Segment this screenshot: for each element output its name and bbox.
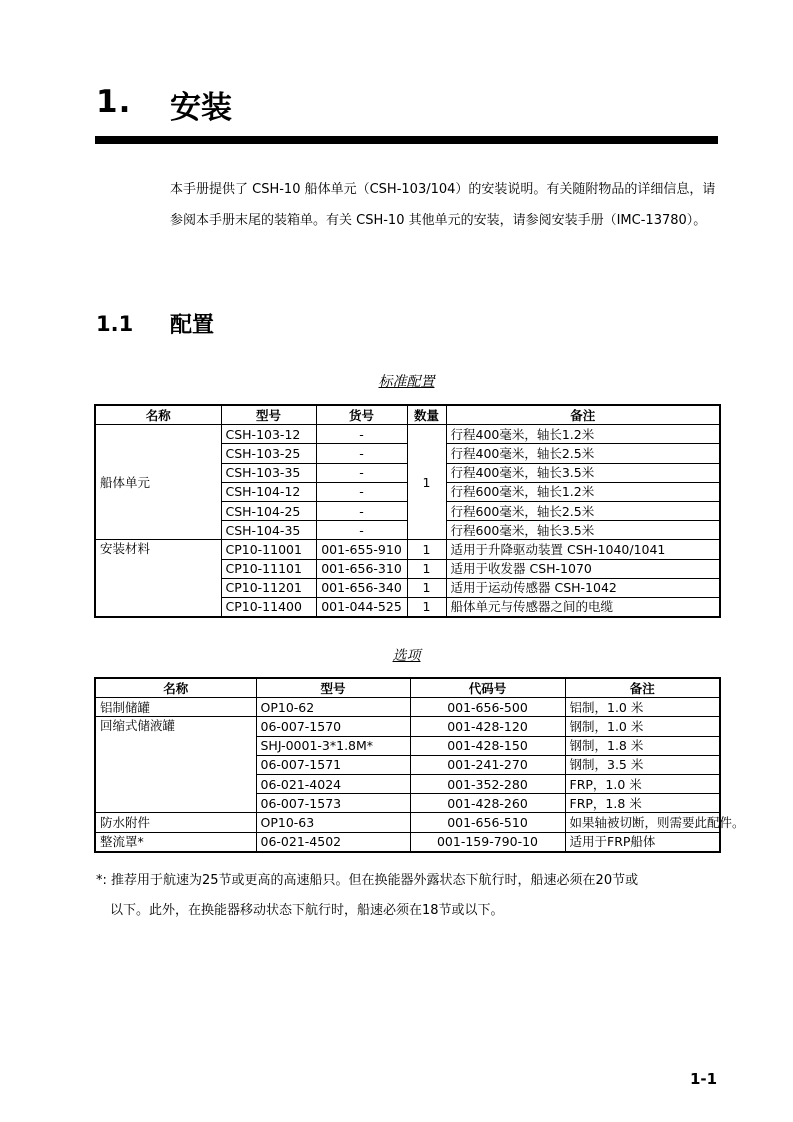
qty-cell: 1 xyxy=(407,597,446,617)
options-caption: 选项 xyxy=(392,648,421,664)
table-header-row xyxy=(95,405,720,425)
footnote-line-1: *: 推荐用于航速为25节或更高的高速船只。但在换能器外露状态下航行时，船速必须在20节或 xyxy=(96,873,639,888)
remarks-cell: 适用于收发器 CSH-1070 xyxy=(446,559,720,578)
chapter-rule xyxy=(95,136,718,144)
remarks-cell: 行程600毫米，轴长1.2米 xyxy=(446,482,720,501)
footnote xyxy=(96,866,726,926)
table-row xyxy=(95,813,720,832)
remarks-cell: 钢制，1.0 米 xyxy=(565,717,720,736)
section-number: 1.1 xyxy=(96,312,134,336)
chapter-number: 1. xyxy=(96,84,132,120)
name-cell: 回缩式储液罐 xyxy=(95,717,256,813)
name-cell: 整流罩* xyxy=(95,832,256,852)
remarks-cell: 行程600毫米，轴长2.5米 xyxy=(446,501,720,520)
standard-config-caption: 标准配置 xyxy=(378,374,435,390)
remarks-cell: FRP，1.0 米 xyxy=(565,774,720,793)
options-table xyxy=(94,677,745,853)
header-remarks: 备注 xyxy=(565,678,720,698)
code-cell: - xyxy=(316,425,407,444)
remarks-cell: 行程400毫米，轴长1.2米 xyxy=(446,425,720,444)
install-materials-name-cell: 安装材料 xyxy=(95,540,221,617)
code-cell: 001-655-910 xyxy=(316,540,407,559)
header-remarks: 备注 xyxy=(446,405,720,425)
type-cell: OP10-63 xyxy=(256,813,410,832)
remarks-cell: 适用于运动传感器 CSH-1042 xyxy=(446,578,720,597)
type-cell: 06-007-1571 xyxy=(256,755,410,774)
type-cell: SHJ-0001-3*1.8M* xyxy=(256,736,410,755)
remarks-cell: 行程400毫米，轴长3.5米 xyxy=(446,463,720,482)
section-title: 配置 xyxy=(170,313,215,338)
code-cell: 001-656-340 xyxy=(316,578,407,597)
table-row xyxy=(95,717,720,736)
type-cell: 06-021-4502 xyxy=(256,832,410,852)
chapter-title: 安装 xyxy=(170,90,232,126)
remarks-cell: FRP，1.8 米 xyxy=(565,794,720,813)
code-cell: - xyxy=(316,482,407,501)
code-cell: 001-241-270 xyxy=(410,755,565,774)
type-cell: CSH-103-35 xyxy=(221,463,316,482)
header-name: 名称 xyxy=(95,405,221,425)
table-row xyxy=(95,540,720,559)
code-cell: - xyxy=(316,463,407,482)
type-cell: 06-007-1573 xyxy=(256,794,410,813)
footnote-line-2: 以下。此外，在换能器移动状态下航行时，船速必须在18节或以下。 xyxy=(110,903,504,918)
qty-cell: 1 xyxy=(407,559,446,578)
code-cell: 001-352-280 xyxy=(410,774,565,793)
remarks-cell: 船体单元与传感器之间的电缆 xyxy=(446,597,720,617)
header-code: 代码号 xyxy=(410,678,565,698)
code-cell: - xyxy=(316,521,407,540)
qty-cell: 1 xyxy=(407,540,446,559)
page-number: 1-1 xyxy=(690,1070,718,1088)
type-cell: 06-021-4024 xyxy=(256,774,410,793)
code-cell: 001-656-500 xyxy=(410,698,565,717)
table-header-row xyxy=(95,678,720,698)
hull-unit-name-cell: 船体单元 xyxy=(95,425,221,540)
name-cell: 防水附件 xyxy=(95,813,256,832)
type-cell: CSH-103-25 xyxy=(221,444,316,463)
code-cell: 001-656-310 xyxy=(316,559,407,578)
remarks-cell: 钢制，3.5 米 xyxy=(565,755,720,774)
type-cell: CP10-11001 xyxy=(221,540,316,559)
header-name: 名称 xyxy=(95,678,256,698)
type-cell: CP10-11101 xyxy=(221,559,316,578)
header-code: 货号 xyxy=(316,405,407,425)
code-cell: - xyxy=(316,444,407,463)
header-type: 型号 xyxy=(221,405,316,425)
code-cell: 001-428-120 xyxy=(410,717,565,736)
code-cell: 001-656-510 xyxy=(410,813,565,832)
code-cell: - xyxy=(316,501,407,520)
code-cell: 001-428-260 xyxy=(410,794,565,813)
remarks-cell: 钢制，1.8 米 xyxy=(565,736,720,755)
type-cell: OP10-62 xyxy=(256,698,410,717)
table-row xyxy=(95,425,720,444)
remarks-cell: 行程400毫米，轴长2.5米 xyxy=(446,444,720,463)
remarks-cell: 适用于FRP船体 xyxy=(565,832,720,852)
type-cell: 06-007-1570 xyxy=(256,717,410,736)
qty-cell: 1 xyxy=(407,578,446,597)
code-cell: 001-428-150 xyxy=(410,736,565,755)
table-row xyxy=(95,698,720,717)
remarks-cell: 适用于升降驱动装置 CSH-1040/1041 xyxy=(446,540,720,559)
remarks-cell: 如果轴被切断，则需要此配件。 xyxy=(565,813,720,832)
type-cell: CSH-104-35 xyxy=(221,521,316,540)
name-cell: 铝制储罐 xyxy=(95,698,256,717)
type-cell: CP10-11400 xyxy=(221,597,316,617)
header-type: 型号 xyxy=(256,678,410,698)
remarks-cell: 铝制，1.0 米 xyxy=(565,698,720,717)
type-cell: CSH-103-12 xyxy=(221,425,316,444)
header-qty: 数量 xyxy=(407,405,446,425)
intro-paragraph: 本手册提供了 CSH-10 船体单元（CSH-103/104）的安装说明。有关随附物品的详细信息，请参阅本手册末尾的装箱单。有关 CSH-10 其他单元的安装，请参阅安装手册（IMC-13780）。 xyxy=(170,182,716,228)
standard-config-table xyxy=(94,404,721,618)
code-cell: 001-159-790-10 xyxy=(410,832,565,852)
remarks-cell: 行程600毫米，轴长3.5米 xyxy=(446,521,720,540)
type-cell: CSH-104-25 xyxy=(221,501,316,520)
type-cell: CSH-104-12 xyxy=(221,482,316,501)
hull-unit-qty-cell: 1 xyxy=(407,425,446,540)
table-row xyxy=(95,832,720,852)
type-cell: CP10-11201 xyxy=(221,578,316,597)
code-cell: 001-044-525 xyxy=(316,597,407,617)
